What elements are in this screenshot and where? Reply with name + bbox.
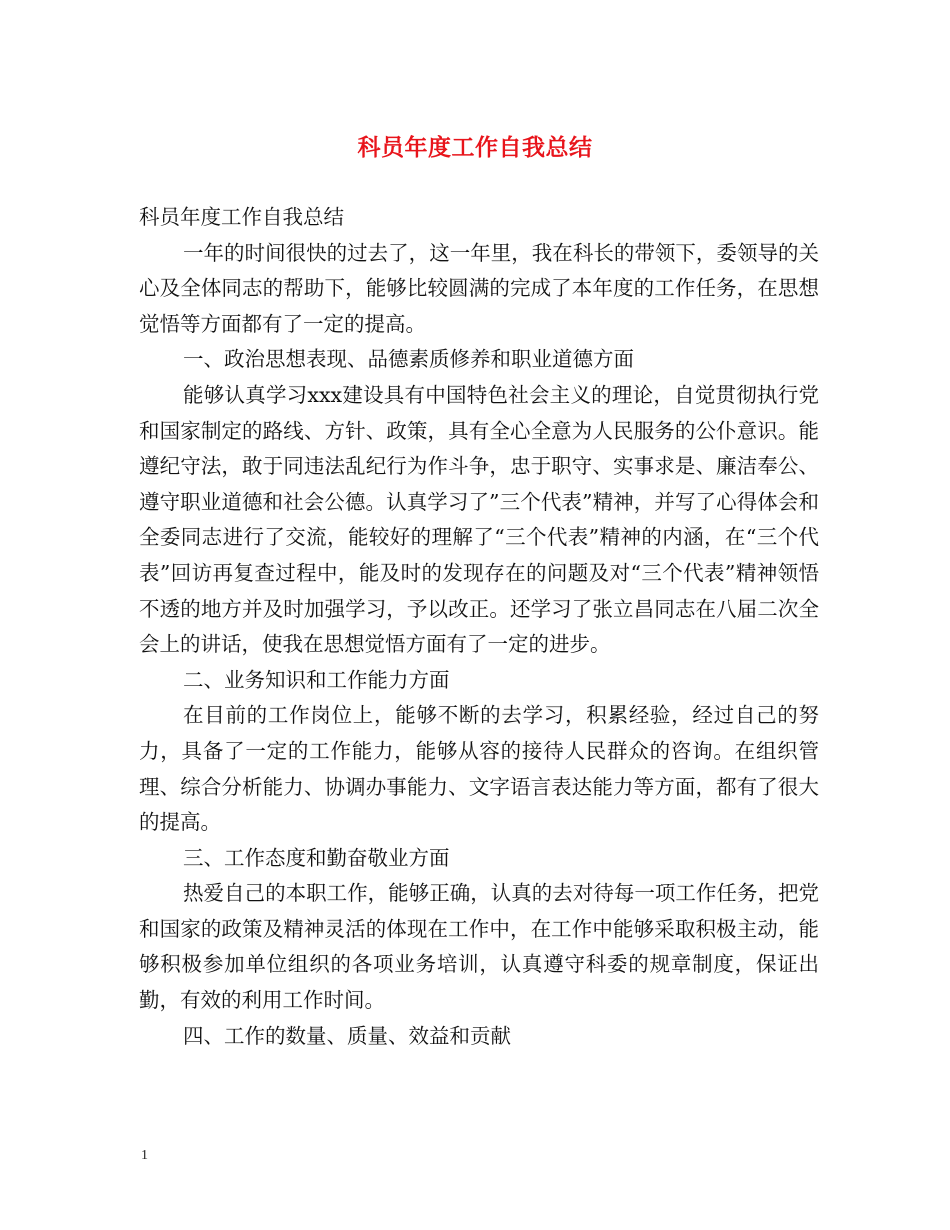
page-number: 1 xyxy=(141,1148,148,1163)
section-heading-2: 二、业务知识和工作能力方面 xyxy=(183,667,450,692)
paragraph-intro: 一年的时间很快的过去了，这一年里，我在科长的带领下，委领导的关心及全体同志的帮助下，能够比较圆满的完成了本年度的工作任务，在思想觉悟等方面都有了一定的提高。 xyxy=(139,240,819,336)
section-heading-4: 四、工作的数量、质量、效益和贡献 xyxy=(183,1023,511,1048)
subtitle-line: 科员年度工作自我总结 xyxy=(139,205,344,229)
paragraph-section-1: 能够认真学习xxx建设具有中国特色社会主义的理论，自觉贯彻执行党和国家制定的路线、方针、政策，具有全心全意为人民服务的公仆意识。能遵纪守法，敢于同违法乱纪行为作斗争，忠于职守、实事求是、廉洁奉公、遵守职业道德和社会公德。认真学习了”三个代表”精神，并写了心得体会和全委同志进行了交流，能较好的理解了“三个代表”精神的内涵，在“三个代表”回访再复查过程中，能及时的发现存在的问题及对“三个代表”精神领悟不透的地方并及时加强学习，予以改正。还学习了张立昌同志在八届二次全会上的讲话，使我在思想觉悟方面有了一定的进步。 xyxy=(139,382,819,657)
paragraph-section-3: 热爱自己的本职工作，能够正确，认真的去对待每一项工作任务，把党和国家的政策及精神灵活的体现在工作中，在工作中能够采取积极主动，能够积极参加单位组织的各项业务培训，认真遵守科委的规章制度，保证出勤，有效的利用工作时间。 xyxy=(139,881,819,1013)
section-heading-3: 三、工作态度和勤奋敬业方面 xyxy=(183,845,450,870)
section-heading-1: 一、政治思想表现、品德素质修养和职业道德方面 xyxy=(183,347,634,372)
document-body xyxy=(139,200,819,1054)
paragraph-section-2: 在目前的工作岗位上，能够不断的去学习，积累经验，经过自己的努力，具备了一定的工作能力，能够从容的接待人民群众的咨询。在组织管理、综合分析能力、协调办事能力、文字语言表达能力等方面，都有了很大的提高。 xyxy=(139,703,819,835)
document-title: 科员年度工作自我总结 xyxy=(357,134,593,161)
